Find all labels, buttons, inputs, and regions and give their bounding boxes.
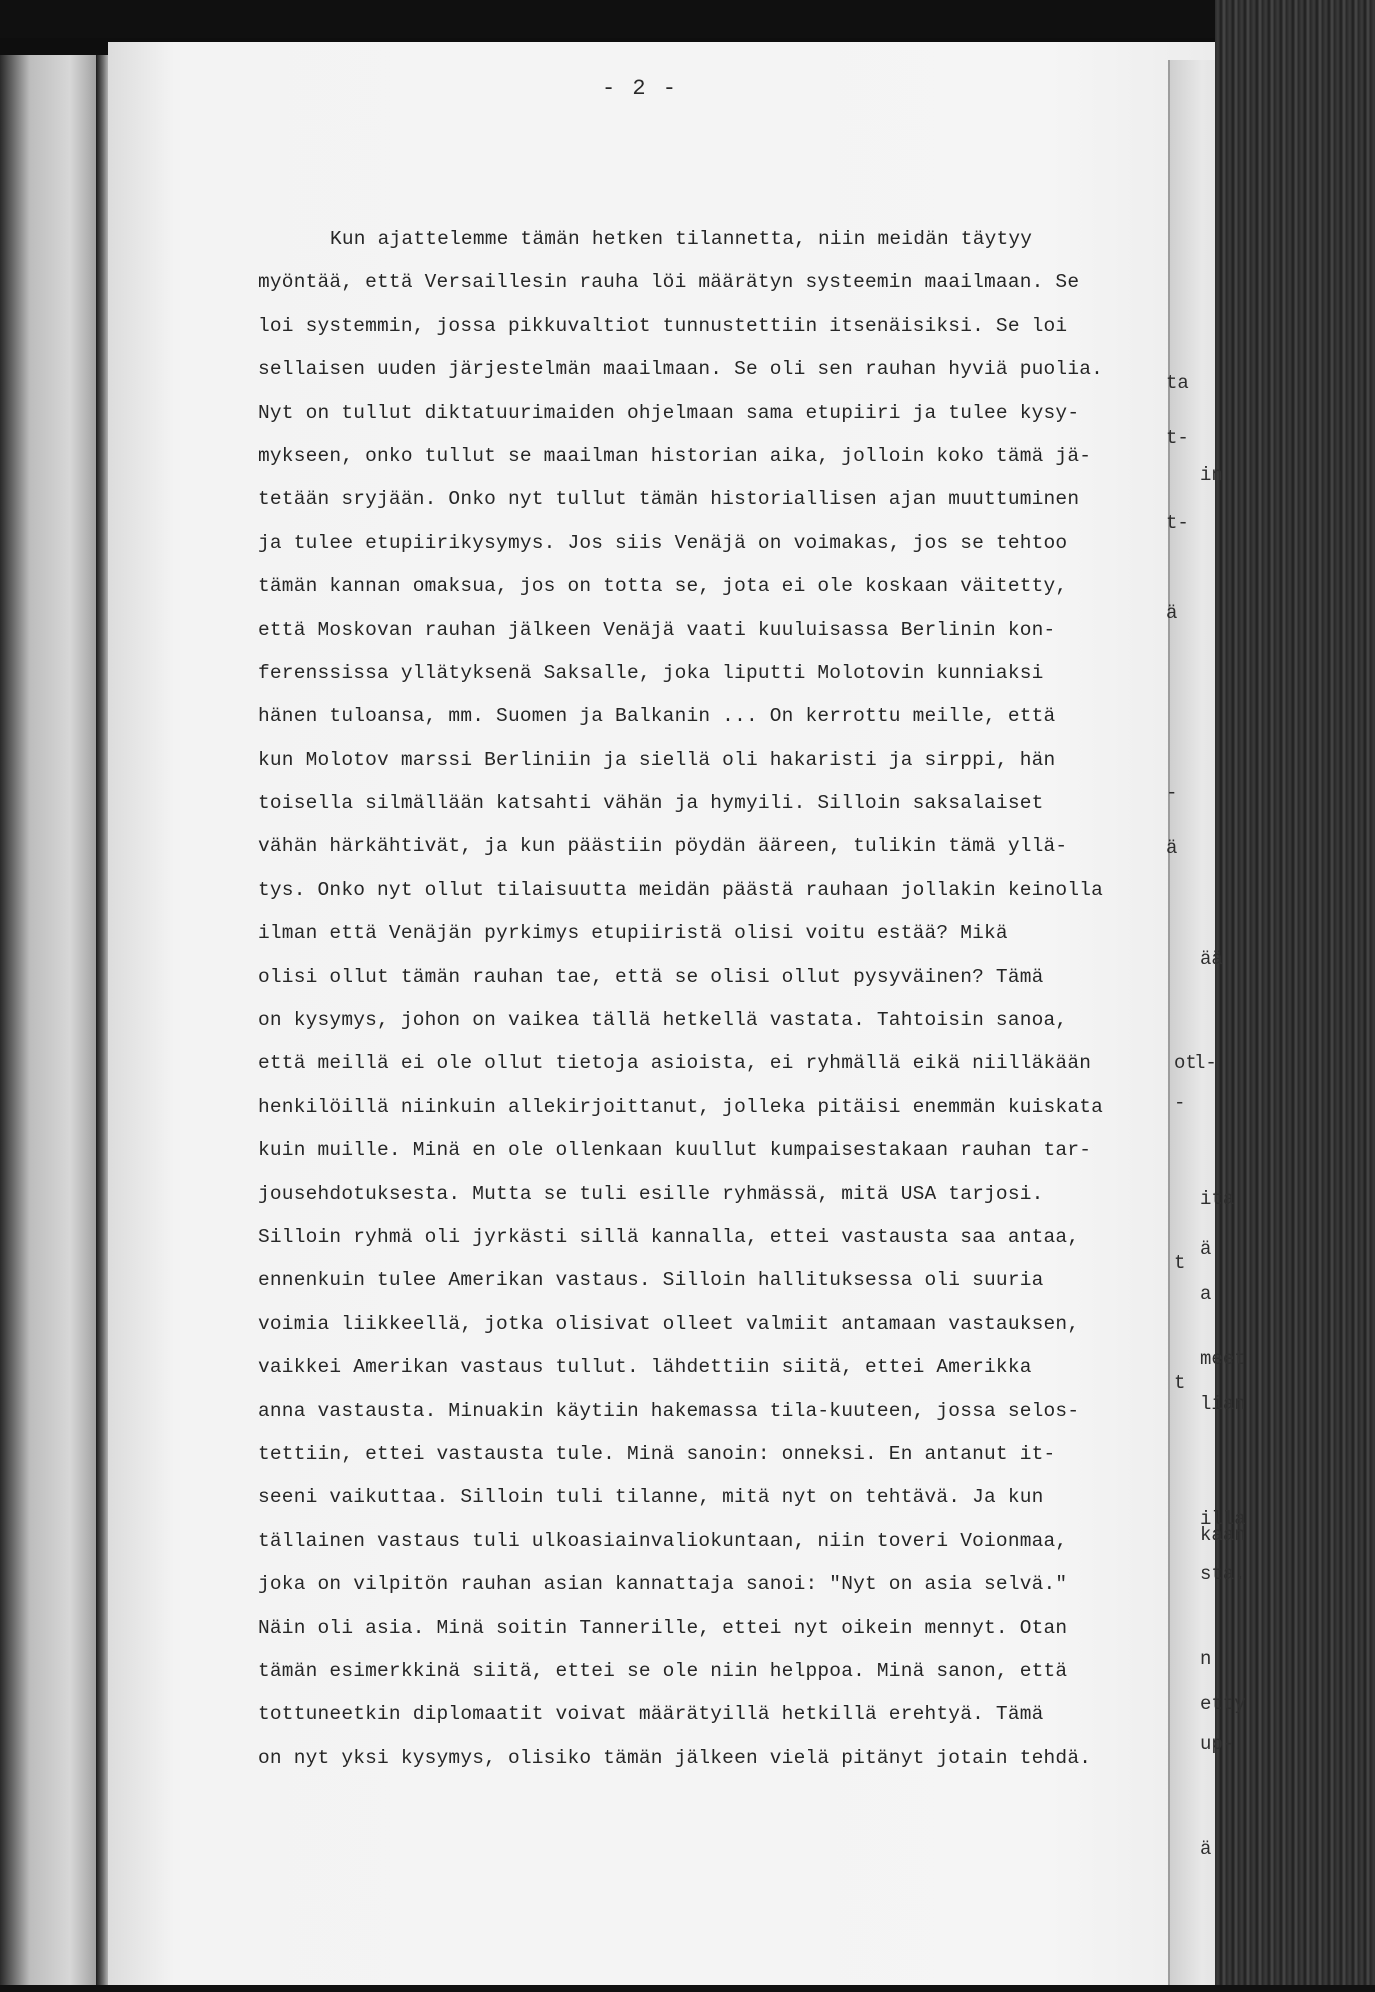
right-page-fragment: ää	[1200, 948, 1223, 970]
underpage-fragment: t-	[1166, 427, 1189, 449]
text-line: kun Molotov marssi Berliniin ja siellä oli hakaristi ja sirppi, hän	[258, 748, 1056, 771]
text-line: ilman että Venäjän pyrkimys etupiiristä olisi voitu estää? Mikä	[258, 922, 1008, 945]
text-line: Kun ajattelemme tämän hetken tilannetta, niin meidän täytyy	[330, 228, 1033, 250]
text-line: tällainen vastaus tuli ulkoasiainvaliokuntaan, niin toveri Voionmaa,	[258, 1529, 1068, 1552]
underpage-fragment: ä	[1166, 837, 1178, 859]
right-page-fragment: kaan	[1200, 1524, 1246, 1546]
text-line: sellaisen uuden järjestelmän maailmaan. Se oli sen rauhan hyviä puolia.	[258, 358, 1104, 381]
text-line: ja tulee etupiirikysymys. Jos siis Venäjä on voimakas, jos se tehtoo	[258, 531, 1068, 554]
underpage-fragment: -	[1174, 1092, 1186, 1114]
text-line: tämän kannan omaksua, jos on totta se, jota ei ole koskaan väitetty,	[258, 575, 1068, 598]
underpage-fragment: t	[1174, 1252, 1186, 1274]
right-page-fragment: n	[1200, 1648, 1212, 1670]
text-line: on kysymys, johon on vaikea tällä hetkellä vastata. Tahtoisin sanoa,	[258, 1009, 1068, 1032]
text-line: vaikkei Amerikan vastaus tullut. lähdettiin siitä, ettei Amerikka	[258, 1356, 1032, 1379]
underpage-fragment: ä	[1166, 602, 1178, 624]
right-page-fragment: sta.	[1200, 1563, 1246, 1585]
text-line: tottuneetkin diplomaatit voivat määrätyillä hetkillä erehtyä. Tämä	[258, 1703, 1044, 1726]
text-line: että Moskovan rauhan jälkeen Venäjä vaati kuuluisassa Berlinin kon-	[258, 618, 1056, 641]
scan-bottom-border	[0, 1985, 1375, 1992]
text-line: voimia liikkeellä, jotka olisivat olleet valmiit antamaan vastauksen,	[258, 1312, 1080, 1335]
underpage-fragment: l-	[1194, 1052, 1217, 1074]
underpage-fragment: -	[1166, 782, 1178, 804]
underpage-fragment: ta	[1166, 372, 1189, 394]
text-line: on nyt yksi kysymys, olisiko tämän jälkeen vielä pitänyt jotain tehdä.	[258, 1746, 1092, 1769]
text-line: myöntää, että Versaillesin rauha löi määrätyn systeemin maailmaan. Se	[258, 271, 1080, 294]
right-page-fragment: ä	[1200, 1238, 1212, 1260]
text-line: anna vastausta. Minuakin käytiin hakemassa tila-kuuteen, jossa selos-	[258, 1399, 1080, 1422]
text-line: seeni vaikuttaa. Silloin tuli tilanne, mitä nyt on tehtävä. Ja kun	[258, 1486, 1044, 1509]
right-page-fragment: ä	[1200, 1838, 1212, 1860]
right-page-fragment: illa	[1200, 1508, 1246, 1530]
right-page-fragment: up-	[1200, 1733, 1235, 1755]
text-line: tettiin, ettei vastausta tule. Minä sanoin: onneksi. En antanut it-	[258, 1442, 1056, 1465]
text-line: olisi ollut tämän rauhan tae, että se olisi ollut pysyväinen? Tämä	[258, 965, 1044, 988]
text-line: kuin muille. Minä en ole ollenkaan kuullut kumpaisestakaan rauhan tar-	[258, 1139, 1092, 1162]
text-line: Silloin ryhmä oli jyrkästi sillä kannalla, ettei vastausta saa antaa,	[258, 1225, 1080, 1248]
typewritten-body	[258, 218, 1178, 1780]
underpage-fragment: t	[1174, 1372, 1186, 1394]
text-line: hänen tuloansa, mm. Suomen ja Balkanin ... On kerrottu meille, että	[258, 705, 1056, 728]
text-line: Nyt on tullut diktatuurimaiden ohjelmaan sama etupiiri ja tulee kysy-	[258, 401, 1080, 424]
text-line: joka on vilpitön rauhan asian kannattaja sanoi: "Nyt on asia selvä."	[258, 1573, 1068, 1596]
right-page-fragment: meet	[1200, 1348, 1246, 1370]
text-line: tetään sryjään. Onko nyt tullut tämän historiallisen ajan muuttuminen	[258, 488, 1080, 511]
text-line: toisella silmällään katsahti vähän ja hymyili. Silloin saksalaiset	[258, 792, 1044, 815]
text-line: vähän härkähtivät, ja kun päästiin pöydän ääreen, tulikin tämä yllä-	[258, 835, 1068, 858]
text-line: mykseen, onko tullut se maailman historian aika, jolloin koko tämä jä-	[258, 444, 1092, 467]
right-page-fragment: ita	[1200, 1188, 1235, 1210]
underpage-fragment: ot	[1174, 1052, 1197, 1074]
text-line: ferenssissa yllätyksenä Saksalle, joka liputti Molotovin kunniaksi	[258, 661, 1044, 684]
right-page-fragment: a	[1200, 1283, 1212, 1305]
text-line: tys. Onko nyt ollut tilaisuutta meidän päästä rauhaan jollakin keinolla	[258, 878, 1104, 901]
scan-top-border	[0, 0, 1375, 38]
text-line: että meillä ei ole ollut tietoja asioista, ei ryhmällä eikä niilläkään	[258, 1052, 1092, 1075]
underpage-fragment: t-	[1166, 512, 1189, 534]
left-page-edge	[0, 55, 100, 1990]
right-page-fragment: lian	[1200, 1393, 1246, 1415]
right-page-fragment: etty	[1200, 1693, 1246, 1715]
text-line: henkilöillä niinkuin allekirjoittanut, jolleka pitäisi enemmän kuiskata	[258, 1095, 1104, 1118]
page-number: - 2 -	[601, 76, 678, 101]
text-line: tämän esimerkkinä siitä, ettei se ole niin helppoa. Minä sanon, että	[258, 1659, 1068, 1682]
text-line: loi systemmin, jossa pikkuvaltiot tunnustettiin itsenäisiksi. Se loi	[258, 314, 1068, 337]
right-page-fragment: in	[1200, 464, 1223, 486]
text-line: Näin oli asia. Minä soitin Tannerille, ettei nyt oikein mennyt. Otan	[258, 1616, 1068, 1639]
text-line: jousehdotuksesta. Mutta se tuli esille ryhmässä, mitä USA tarjosi.	[258, 1182, 1044, 1205]
text-line: ennenkuin tulee Amerikan vastaus. Silloin hallituksessa oli suuria	[258, 1269, 1044, 1292]
